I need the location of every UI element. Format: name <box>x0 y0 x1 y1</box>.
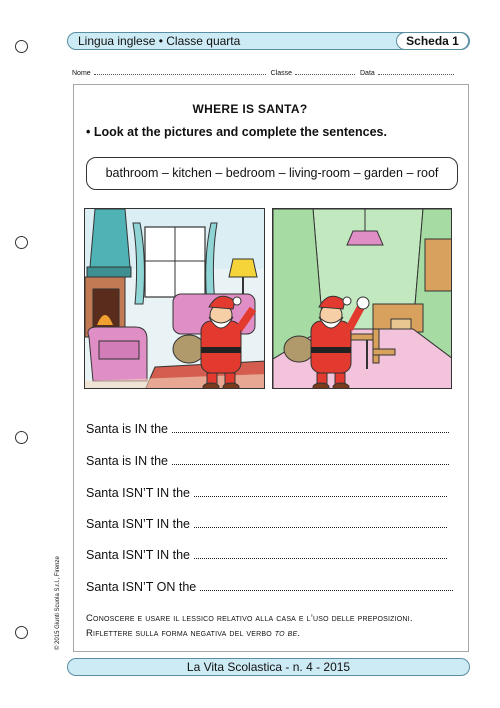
answer-field[interactable] <box>194 549 447 559</box>
sentence-line: Santa is IN the <box>86 422 449 436</box>
sheet-label: Scheda 1 <box>396 32 469 50</box>
goal-line: Riflettere sulla forma negativa del verbo to be. <box>86 628 301 639</box>
sentence-line: Santa is IN the <box>86 454 449 468</box>
header-bar <box>67 32 470 50</box>
sentence-line: Santa ISN’T ON the <box>86 580 453 594</box>
class-label: Classe <box>270 70 293 77</box>
answer-field[interactable] <box>172 423 449 433</box>
binder-hole <box>15 40 28 53</box>
binder-hole <box>15 626 28 639</box>
kitchen-picture <box>272 208 452 389</box>
name-field[interactable] <box>94 68 266 75</box>
name-label: Nome <box>72 70 91 77</box>
class-field[interactable] <box>295 68 355 75</box>
answer-field[interactable] <box>200 581 453 591</box>
answer-field[interactable] <box>194 518 447 528</box>
subject-label: Lingua inglese • Classe quarta <box>78 34 241 48</box>
answer-field[interactable] <box>194 487 447 497</box>
word-bank: bathroom – kitchen – bedroom – living-room – garden – roof <box>86 157 458 190</box>
exercise-instruction: • Look at the pictures and complete the sentences. <box>86 125 387 139</box>
goal-line: Conoscere e usare il lessico relativo alla casa e l’uso delle preposizioni. <box>86 613 413 624</box>
learning-goals <box>86 611 413 641</box>
date-field[interactable] <box>378 68 454 75</box>
living-room-picture <box>84 208 265 389</box>
student-fields <box>72 68 470 77</box>
sentence-line: Santa ISN’T IN the <box>86 517 447 531</box>
footer-bar: La Vita Scolastica - n. 4 - 2015 <box>67 658 470 676</box>
sentence-line: Santa ISN’T IN the <box>86 548 447 562</box>
copyright-note: © 2015 Giunti Scuola S.r.l., Firenze <box>55 556 61 650</box>
binder-hole <box>15 236 28 249</box>
date-label: Data <box>360 70 375 77</box>
exercise-title: WHERE IS SANTA? <box>192 102 308 116</box>
binder-hole <box>15 431 28 444</box>
answer-field[interactable] <box>172 455 449 465</box>
sentence-line: Santa ISN’T IN the <box>86 486 447 500</box>
